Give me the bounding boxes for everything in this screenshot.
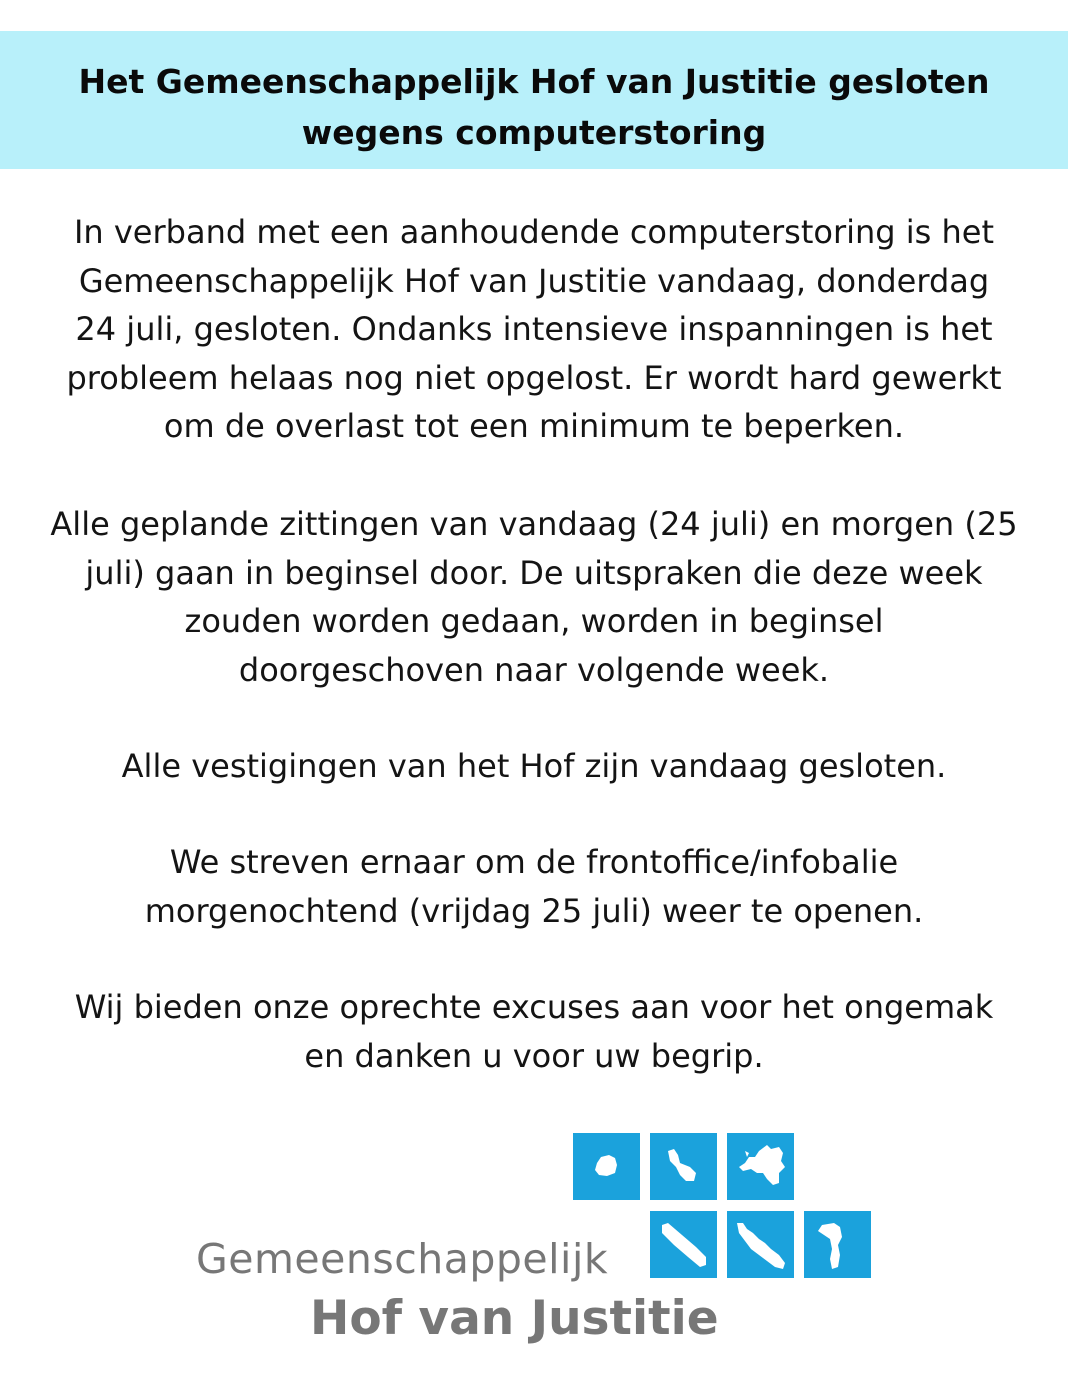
paragraph-hearings bbox=[34, 500, 1034, 694]
logo-tile-sint-eustatius bbox=[650, 1133, 717, 1200]
logo-tile-sint-maarten bbox=[727, 1133, 794, 1200]
paragraph-locations-closed bbox=[34, 742, 1034, 791]
text-line: Alle geplande zittingen van vandaag (24 juli) en morgen (25 bbox=[50, 505, 1018, 543]
logo-text-hof-van-justitie: Hof van Justitie bbox=[310, 1291, 719, 1346]
text-line: Gemeenschappelijk Hof van Justitie vandaag, donderdag bbox=[78, 261, 990, 300]
text-line: zouden worden gedaan, worden in beginsel bbox=[184, 602, 884, 640]
paragraph-closure-notice bbox=[34, 208, 1034, 451]
page-title-line-1: Het Gemeenschappelijk Hof van Justitie gesloten bbox=[78, 62, 990, 101]
logo-tile-curacao bbox=[727, 1211, 794, 1278]
logo-tile-aruba bbox=[650, 1211, 717, 1278]
text-line: In verband met een aanhoudende computerstoring is het bbox=[73, 213, 995, 251]
page-title-line-2: wegens computerstoring bbox=[301, 113, 767, 152]
saba-icon bbox=[573, 1133, 640, 1200]
text-line: Alle vestigingen van het Hof zijn vandaag gesloten. bbox=[121, 747, 947, 785]
text-line: 24 juli, gesloten. Ondanks intensieve inspanningen is het bbox=[75, 310, 993, 348]
text-line: Wij bieden onze oprechte excuses aan voor het ongemak bbox=[74, 988, 994, 1026]
paragraph-frontoffice bbox=[34, 838, 1034, 935]
sint-eustatius-icon bbox=[650, 1133, 717, 1200]
text-line: doorgeschoven naar volgende week. bbox=[238, 650, 830, 689]
text-line: morgenochtend (vrijdag 25 juli) weer te openen. bbox=[144, 891, 924, 930]
logo-tile-saba bbox=[573, 1133, 640, 1200]
aruba-icon bbox=[650, 1211, 717, 1278]
sint-maarten-icon bbox=[727, 1133, 794, 1200]
page-title bbox=[40, 56, 1028, 158]
text-line: om de overlast tot een minimum te beperken. bbox=[163, 407, 905, 445]
logo-text-gemeenschappelijk: Gemeenschappelijk bbox=[196, 1235, 609, 1283]
text-line: en danken u voor uw begrip. bbox=[304, 1036, 764, 1075]
logo-tile-bonaire bbox=[804, 1211, 871, 1278]
text-line: probleem helaas nog niet opgelost. Er wordt hard gewerkt bbox=[66, 358, 1002, 397]
text-line: juli) gaan in beginsel door. De uitspraken die deze week bbox=[85, 553, 983, 592]
text-line: We streven ernaar om de frontoffice/infobalie bbox=[169, 843, 899, 881]
bonaire-icon bbox=[804, 1211, 871, 1278]
curacao-icon bbox=[727, 1211, 794, 1278]
paragraph-apology bbox=[34, 983, 1034, 1080]
